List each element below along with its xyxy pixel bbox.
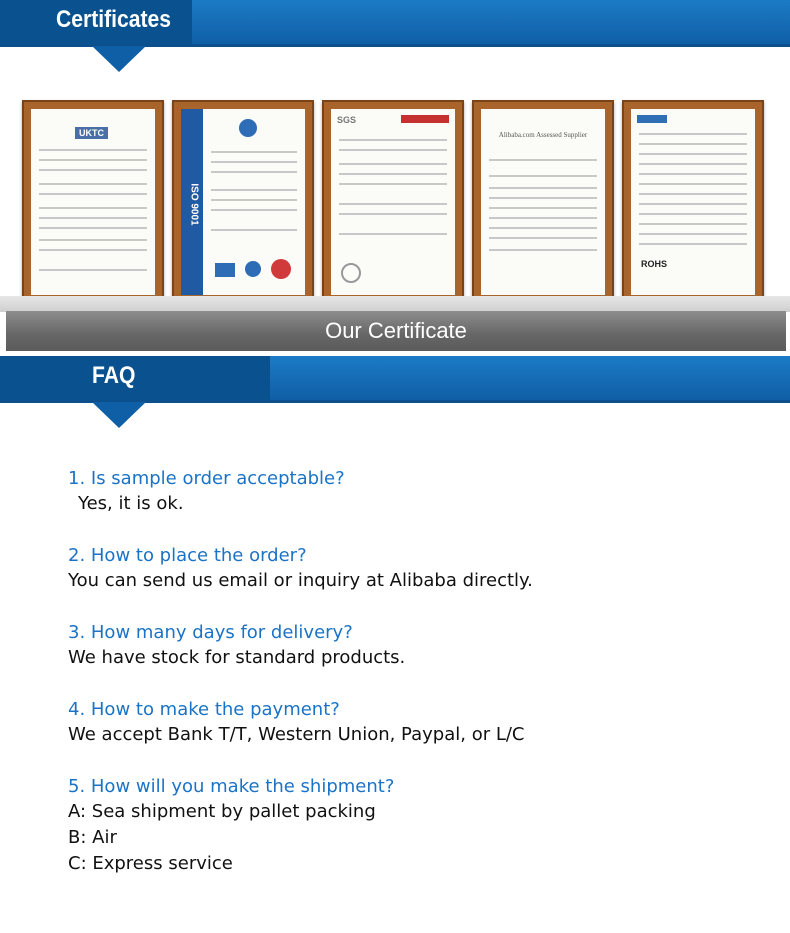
certificates-pointer bbox=[92, 46, 146, 72]
cert-brand-mark bbox=[401, 115, 449, 123]
faq-item bbox=[68, 466, 768, 517]
cert-seal-icon bbox=[239, 119, 257, 137]
cert-logo: ISO 9001 bbox=[188, 183, 200, 226]
faq-list bbox=[68, 466, 768, 903]
certificate-rohs bbox=[622, 100, 764, 304]
faq-item bbox=[68, 774, 768, 877]
shelf-caption: Our Certificate bbox=[325, 318, 467, 343]
certificates-gallery bbox=[0, 96, 790, 316]
certificate-iso bbox=[172, 100, 314, 304]
certificate-sgs bbox=[322, 100, 464, 304]
faq-pointer bbox=[92, 402, 146, 428]
shelf-top bbox=[0, 296, 790, 312]
faq-question: 1. Is sample order acceptable? bbox=[68, 468, 345, 489]
cert-logo: ROHS bbox=[641, 259, 668, 269]
certificates-title: Certificates bbox=[56, 6, 172, 33]
cert-badge-icon bbox=[271, 259, 291, 279]
faq-answer: You can send us email or inquiry at Alibaba directly. bbox=[68, 570, 533, 591]
faq-answer: We accept Bank T/T, Western Union, Paypal, or L/C bbox=[68, 724, 525, 745]
certificate-alibaba bbox=[472, 100, 614, 304]
faq-answer: C: Express service bbox=[68, 853, 233, 874]
faq-answer: B: Air bbox=[68, 827, 117, 848]
cert-badge-icon bbox=[245, 261, 261, 277]
faq-title: FAQ bbox=[92, 362, 136, 389]
faq-answer: Yes, it is ok. bbox=[78, 493, 184, 514]
cert-stamp-icon bbox=[341, 263, 361, 283]
certificate-shelf bbox=[6, 311, 786, 351]
faq-header bbox=[0, 356, 790, 403]
faq-item bbox=[68, 543, 768, 594]
certificate-uktc bbox=[22, 100, 164, 304]
cert-logo: UKTC bbox=[75, 127, 108, 139]
faq-question: 3. How many days for delivery? bbox=[68, 622, 353, 643]
faq-item bbox=[68, 697, 768, 748]
certificates-header bbox=[0, 0, 790, 47]
faq-question: 5. How will you make the shipment? bbox=[68, 776, 395, 797]
faq-answer: A: Sea shipment by pallet packing bbox=[68, 801, 376, 822]
cert-badge-icon bbox=[215, 263, 235, 277]
cert-brand-mark bbox=[637, 115, 667, 123]
faq-question: 2. How to place the order? bbox=[68, 545, 307, 566]
faq-item bbox=[68, 620, 768, 671]
cert-logo: SGS bbox=[337, 115, 357, 125]
faq-answer: We have stock for standard products. bbox=[68, 647, 406, 668]
faq-question: 4. How to make the payment? bbox=[68, 699, 340, 720]
cert-logo: Alibaba.com Assessed Supplier bbox=[498, 131, 588, 139]
